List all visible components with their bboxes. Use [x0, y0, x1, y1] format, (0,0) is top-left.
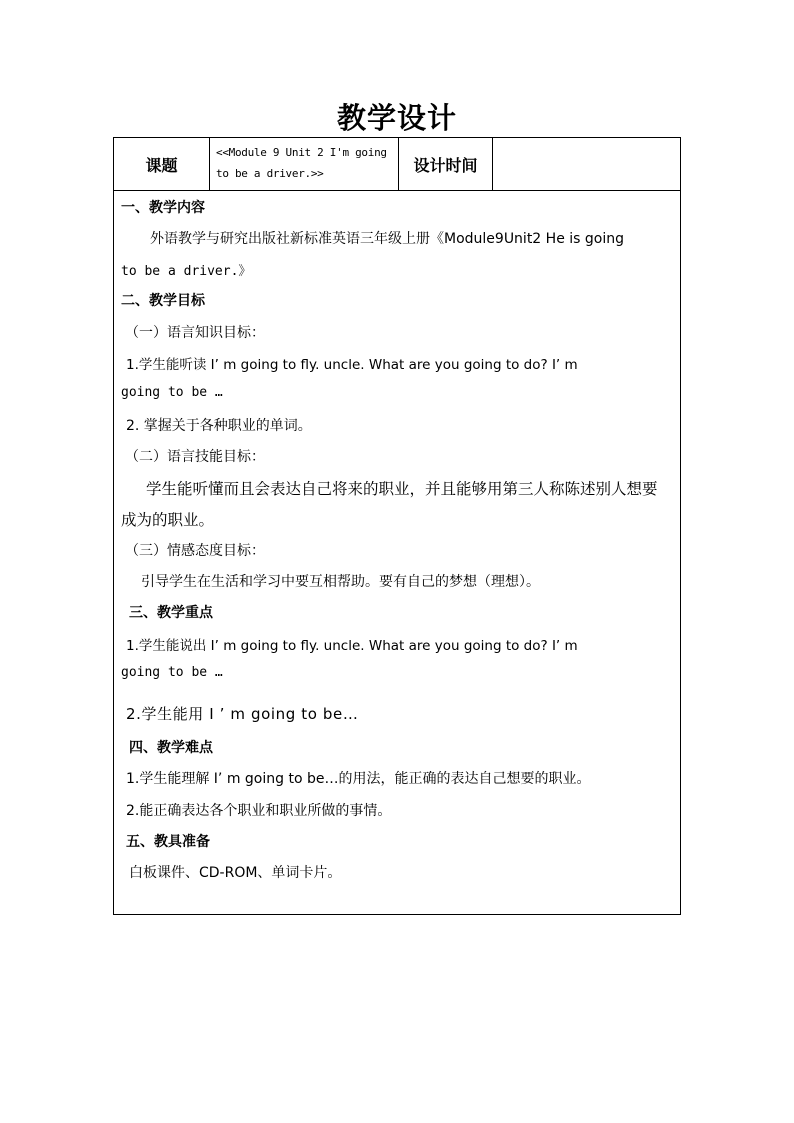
goals-sub2: （二）语言技能目标：: [125, 449, 265, 465]
key-item1-line2: going to be …: [121, 665, 223, 680]
document-title: 教学设计: [336, 101, 457, 135]
header-row: [114, 138, 680, 191]
goals-skill-line2: 成为的职业。: [121, 511, 215, 529]
difficult-item2: 2.能正确表达各个职业和职业所做的事情。: [126, 803, 392, 819]
design-time-value: [493, 138, 680, 190]
goals-sub3: （三）情感态度目标：: [125, 543, 265, 559]
tools-heading: 五、教具准备: [126, 834, 210, 850]
key-heading: 三、教学重点: [129, 605, 213, 621]
goals-skill-line1: 学生能听懂而且会表达自己将来的职业，并且能够用第三人称陈述别人想要: [146, 480, 658, 498]
lesson-plan-table: [113, 137, 681, 915]
difficult-item1: 1.学生能理解 I’ m going to be…的用法，能正确的表达自己想要的职业。: [126, 771, 591, 787]
topic-value-line1: <<Module 9 Unit 2 I'm going: [216, 146, 387, 159]
content-line2: to be a driver.》: [121, 264, 252, 279]
key-item2: 2.学生能用 I ’ m going to be…: [126, 705, 359, 723]
goals-sub1: （一）语言知识目标：: [125, 325, 265, 341]
topic-value: [210, 138, 399, 190]
content-heading: 一、教学内容: [121, 200, 205, 216]
topic-value-line2: to be a driver.>>: [216, 167, 324, 180]
goals-item1-line1: 1.学生能听读 I’ m going to fly. uncle. What are you going to do? I’ m: [126, 357, 578, 373]
goals-attitude: 引导学生在生活和学习中要互相帮助。要有自己的梦想（理想）。: [141, 574, 540, 590]
tools-text: 白板课件、CD-ROM、单词卡片。: [129, 865, 342, 881]
goals-item1-line2: going to be …: [121, 385, 223, 400]
content-line1-text: 外语教学与研究出版社新标准英语三年级上册《Module9Unit2 He is going: [150, 231, 624, 247]
difficult-heading: 四、教学难点: [129, 740, 213, 756]
design-time-label: 设计时间: [399, 138, 493, 190]
goals-item2: 2. 掌握关于各种职业的单词。: [126, 418, 312, 434]
goals-heading: 二、教学目标: [121, 293, 205, 309]
key-item1-line1: 1.学生能说出 I’ m going to fly. uncle. What are you going to do? I’ m: [126, 638, 578, 654]
topic-label: 课题: [114, 138, 210, 190]
content-line1: [150, 228, 624, 248]
